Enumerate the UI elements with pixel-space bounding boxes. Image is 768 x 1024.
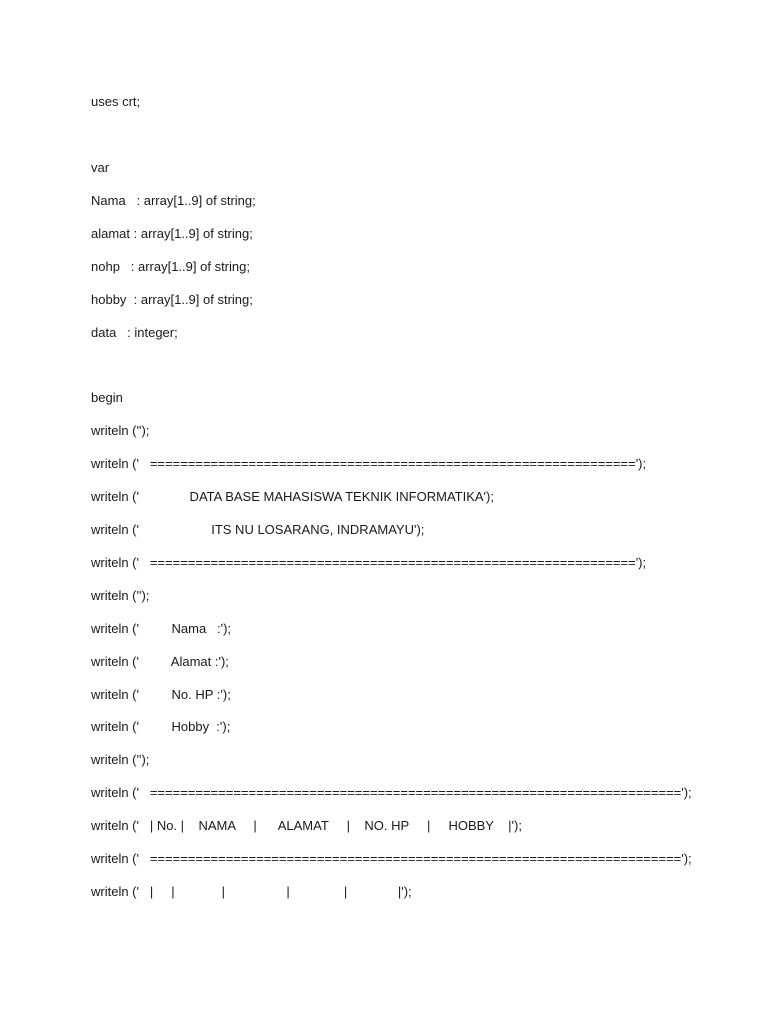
- code-line-uses: uses crt;: [91, 94, 141, 109]
- code-line-begin: begin: [91, 390, 123, 405]
- code-line-nohp-prompt: writeln (' No. HP :');: [91, 687, 231, 702]
- code-line-nama-prompt: writeln (' Nama :');: [91, 621, 232, 636]
- code-line-data-decl: data : integer;: [91, 325, 178, 340]
- code-line-table-row: writeln (' | | | | | |');: [91, 884, 412, 899]
- code-line-table-separator: writeln (' ======================================================================');: [91, 785, 692, 800]
- code-line-title: writeln (' DATA BASE MAHASISWA TEKNIK INFORMATIKA');: [91, 489, 494, 504]
- code-line-subtitle: writeln (' ITS NU LOSARANG, INDRAMAYU');: [91, 522, 425, 537]
- code-line-table-separator: writeln (' ======================================================================');: [91, 851, 692, 866]
- code-line-table-header: writeln (' | No. | NAMA | ALAMAT | NO. HP | HOBBY |');: [91, 818, 522, 833]
- code-line-separator: writeln (' ================================================================');: [91, 555, 647, 570]
- code-line-writeln-blank: writeln ('');: [91, 588, 150, 603]
- code-line-nama-decl: Nama : array[1..9] of string;: [91, 193, 256, 208]
- code-line-var: var: [91, 160, 110, 175]
- code-line-writeln-blank: writeln ('');: [91, 423, 150, 438]
- code-line-alamat-prompt: writeln (' Alamat :');: [91, 654, 229, 669]
- code-line-writeln-blank: writeln ('');: [91, 752, 150, 767]
- code-line-nohp-decl: nohp : array[1..9] of string;: [91, 259, 250, 274]
- code-line-alamat-decl: alamat : array[1..9] of string;: [91, 226, 253, 241]
- code-line-hobby-prompt: writeln (' Hobby :');: [91, 719, 231, 734]
- code-line-separator: writeln (' ================================================================');: [91, 456, 647, 471]
- code-line-hobby-decl: hobby : array[1..9] of string;: [91, 292, 253, 307]
